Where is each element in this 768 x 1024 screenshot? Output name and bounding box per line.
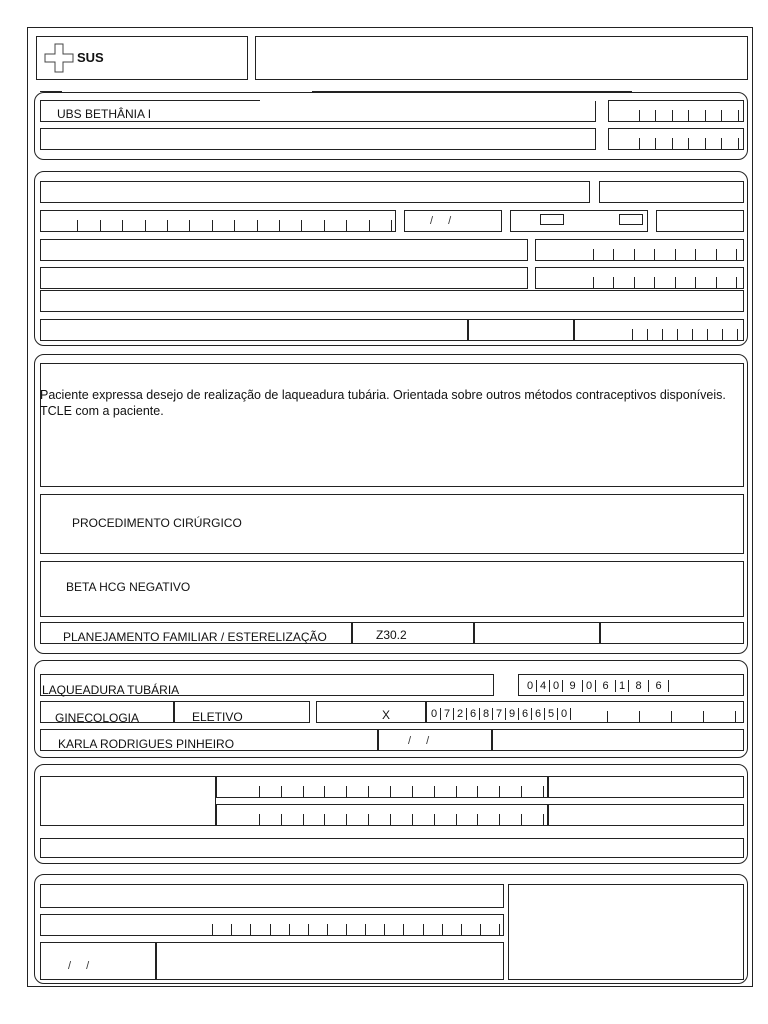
procedure-name-text: LAQUEADURA TUBÁRIA — [42, 683, 180, 697]
procedure-code-digits: 0 4 0 9 0 6 1 8 6 — [524, 680, 669, 692]
signature-field[interactable] — [492, 729, 744, 751]
clinical-notes-box[interactable] — [40, 363, 744, 487]
address-field[interactable] — [40, 290, 744, 312]
sex-checkbox-2[interactable] — [619, 214, 643, 225]
logo-text: SUS — [77, 50, 104, 65]
form-page — [27, 27, 753, 987]
city-field[interactable] — [40, 319, 468, 341]
cid-associated-field[interactable] — [600, 622, 744, 644]
document-number-digits: 0 7 2 6 8 7 9 6 6 5 0 — [428, 708, 571, 720]
race-field[interactable] — [656, 210, 744, 232]
requester-name-field[interactable] — [40, 884, 504, 908]
header-title-box — [255, 36, 748, 80]
authorizer-box[interactable] — [40, 776, 216, 826]
exam-type-text: PROCEDIMENTO CIRÚRGICO — [72, 516, 242, 530]
authorization-notes-field[interactable] — [40, 838, 744, 858]
requester-stamp-box[interactable] — [508, 884, 744, 980]
character-text: ELETIVO — [192, 710, 243, 724]
professional-text: KARLA RODRIGUES PINHEIRO — [58, 737, 235, 751]
logo-box — [36, 36, 248, 80]
birth-date-slashes: / / — [430, 215, 458, 227]
sus-cross-icon — [43, 42, 79, 76]
patient-record-field[interactable] — [599, 181, 744, 203]
requester-signature-field[interactable] — [156, 942, 504, 980]
cid-secondary-field[interactable] — [474, 622, 600, 644]
mark-field[interactable] — [316, 701, 426, 723]
unit-address-field[interactable] — [40, 128, 596, 150]
mother-name-field[interactable] — [40, 239, 528, 261]
patient-name-field[interactable] — [40, 181, 590, 203]
unit-name: UBS BETHÂNIA I — [57, 107, 152, 121]
sex-checkbox-1[interactable] — [540, 214, 564, 225]
cid-text: Z30.2 — [376, 628, 407, 642]
responsible-field[interactable] — [40, 267, 528, 289]
request-date-slashes: / / — [408, 735, 436, 747]
requester-date-slashes: / / — [68, 960, 96, 972]
requester-date-field[interactable] — [40, 942, 156, 980]
cid-field[interactable] — [352, 622, 474, 644]
clinical-notes-text: Paciente expressa desejo de realização de laqueadura tubária. Orientada sobre outros métodos contraceptivos disponíveis. TCLE com a paciente. — [40, 388, 726, 418]
mark-text: X — [382, 708, 391, 722]
authorization-extra-field[interactable] — [548, 804, 744, 826]
ibge-field[interactable] — [468, 319, 574, 341]
diagnosis-text: PLANEJAMENTO FAMILIAR / ESTERELIZAÇÃO — [63, 630, 327, 644]
exam-result-text: BETA HCG NEGATIVO — [66, 580, 191, 594]
authorization-date-field[interactable] — [548, 776, 744, 798]
clinic-text: GINECOLOGIA — [55, 711, 140, 725]
